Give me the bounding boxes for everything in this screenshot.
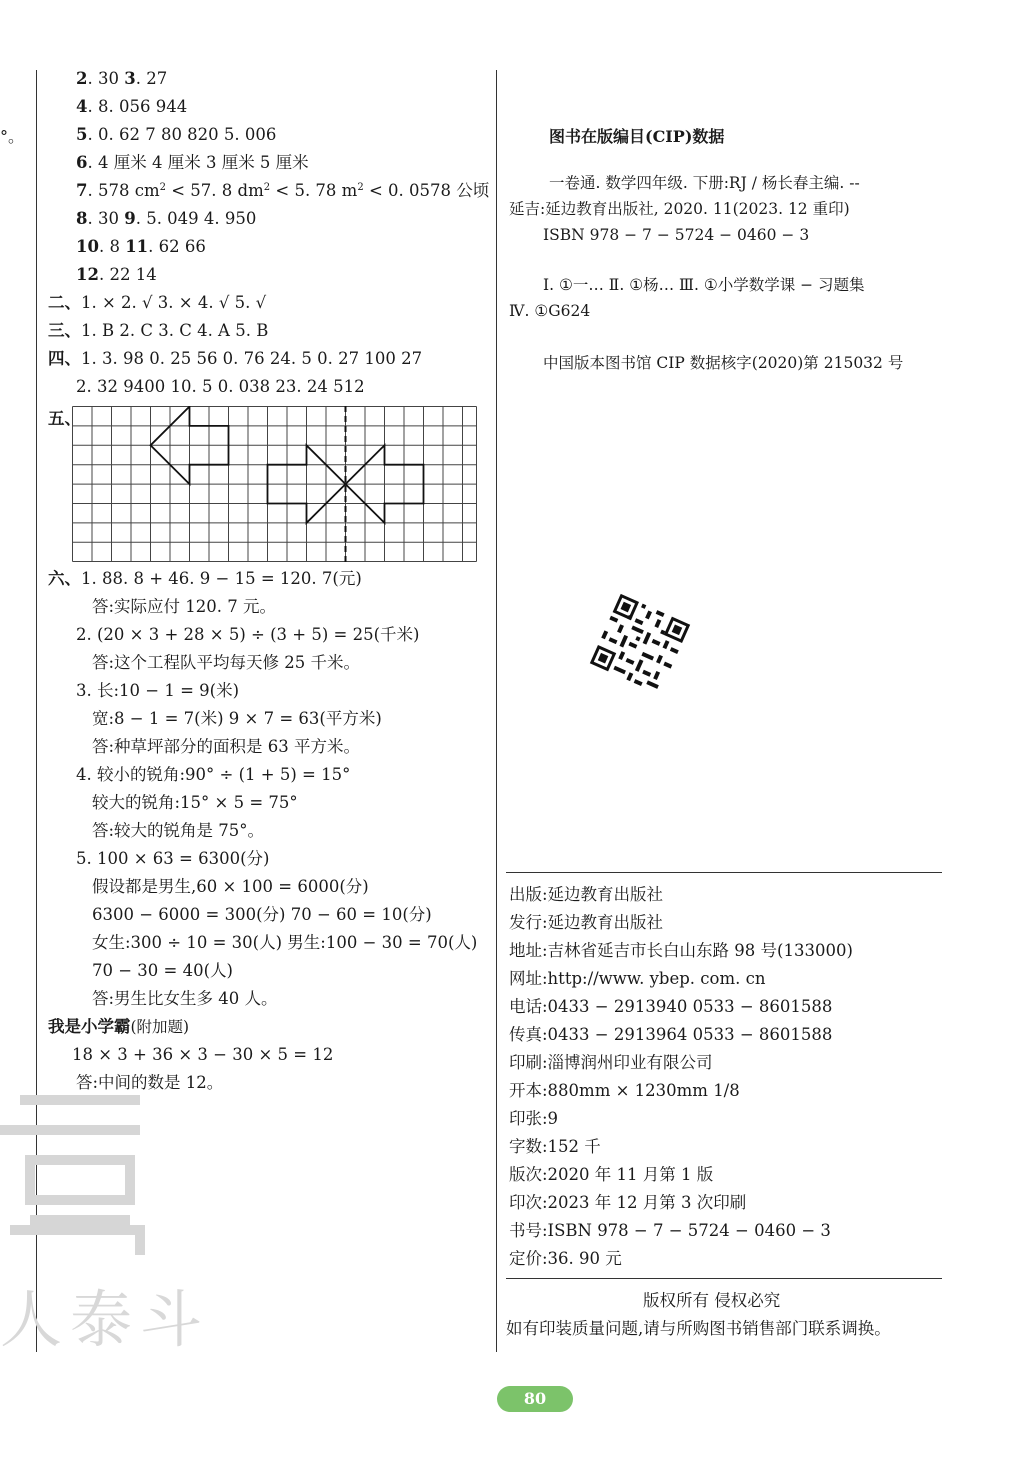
answer-line: 12. 22 14 [76,265,157,284]
pub-info-line: 出版:延边教育出版社 [509,885,664,904]
section-6-line: 女生:300 ÷ 10 = 30(人) 男生:100 − 30 = 70(人) [92,933,478,952]
bonus-heading: 我是小学霸(附加题) [48,1017,190,1036]
section-6-line: 3. 长:10 − 1 = 9(米) [76,681,240,700]
pub-info-line: 印张:9 [509,1109,559,1128]
answer-line: 10. 8 11. 62 66 [76,237,206,256]
pub-info-bottom-rule [506,1278,942,1279]
section-6-line: 70 − 30 = 40(人) [92,961,233,980]
qr-code [588,592,692,696]
left-edge-fragment: °。 [0,127,25,146]
grid-lines [73,407,477,562]
section-6-line: 6300 − 6000 = 300(分) 70 − 60 = 10(分) [92,905,432,924]
copyright-notice: 版权所有 侵权必究 [643,1291,781,1310]
section-5-label: 五、 [48,409,81,428]
quality-notice: 如有印装质量问题,请与所购图书销售部门联系调换。 [506,1319,891,1338]
pub-info-line: 网址:http://www. ybep. com. cn [509,969,766,988]
pub-info-line: 印次:2023 年 12 月第 3 次印刷 [509,1193,747,1212]
section-6-line: 假设都是男生,60 × 100 = 6000(分) [92,877,369,896]
cip-line: Ⅳ. ①G624 [509,302,591,320]
section-6-line: 答:种草坪部分的面积是 63 平方米。 [92,737,361,756]
pub-info-line: 开本:880mm × 1230mm 1/8 [509,1081,740,1100]
answer-line: 6. 4 厘米 4 厘米 3 厘米 5 厘米 [76,153,309,172]
section-6-line: 较大的锐角:15° × 5 = 75° [92,793,298,812]
page-number: 80 [497,1386,573,1412]
section-2-answers: 二、1. × 2. √ 3. × 4. √ 5. √ [48,293,267,312]
watermark-text: 人泰斗 [0,1283,211,1356]
middle-column-rule [496,70,497,1352]
section-6-line: 答:这个工程队平均每天修 25 千米。 [92,653,361,672]
cip-line: ISBN 978 − 7 − 5724 − 0460 − 3 [543,226,810,244]
grid-figure [72,406,480,562]
pub-info-line: 书号:ISBN 978 − 7 − 5724 − 0460 − 3 [509,1221,831,1240]
cip-line: Ⅰ. ①一… Ⅱ. ①杨… Ⅲ. ①小学数学课 − 习题集 [543,276,865,294]
section-6-line: 宽:8 − 1 = 7(米) 9 × 7 = 63(平方米) [92,709,382,728]
pub-info-line: 字数:152 千 [509,1137,601,1156]
bonus-line: 答:中间的数是 12。 [76,1073,224,1092]
pub-info-line: 地址:吉林省延吉市长白山东路 98 号(133000) [509,941,853,960]
answer-line: 5. 0. 62 7 80 820 5. 006 [76,125,277,144]
answer-line: 2. 30 3. 27 [76,69,168,88]
section-3-answers: 三、1. B 2. C 3. C 4. A 5. B [48,321,269,340]
section-4-answers: 四、1. 3. 98 0. 25 56 0. 76 24. 5 0. 27 100 27 [48,349,423,368]
section-6-line: 4. 较小的锐角:90° ÷ (1 + 5) = 15° [76,765,351,784]
pub-info-line: 电话:0433 − 2913940 0533 − 8601588 [509,997,833,1016]
pub-info-line: 定价:36. 90 元 [509,1249,622,1268]
watermark-emblem [0,1090,150,1260]
cip-line: 延吉:延边教育出版社, 2020. 11(2023. 12 重印) [509,200,850,218]
answer-line-units: 7. 578 $cm^2 < 57$. 8 $dm^2 < 5$. 78 $m^2 < 0$. 0578 公顷 [76,181,490,200]
section-6-line: 答:实际应付 120. 7 元。 [92,597,277,616]
answer-line: 4. 8. 056 944 [76,97,188,116]
section-4-answers-line2: 2. 32 9400 10. 5 0. 038 23. 24 512 [76,377,365,396]
bonus-line: 18 × 3 + 36 × 3 − 30 × 5 = 12 [72,1045,334,1064]
cip-title: 图书在版编目(CIP)数据 [549,127,725,146]
pub-info-line: 发行:延边教育出版社 [509,913,664,932]
cip-line: 中国版本图书馆 CIP 数据核字(2020)第 215032 号 [543,354,904,372]
answer-line: 8. 30 9. 5. 049 4. 950 [76,209,257,228]
pub-info-top-rule [506,872,942,873]
pub-info-line: 印刷:淄博润州印业有限公司 [509,1053,713,1072]
section-6-line: 2. (20 × 3 + 28 × 5) ÷ (3 + 5) = 25(千米) [76,625,420,644]
section-6-line: 六、1. 88. 8 + 46. 9 − 15 = 120. 7(元) [48,569,362,588]
pub-info-line: 传真:0433 − 2913964 0533 − 8601588 [509,1025,833,1044]
cip-line: 一卷通. 数学四年级. 下册:RJ / 杨长春主编. -- [549,174,860,192]
section-6-line: 答:较大的锐角是 75°。 [92,821,265,840]
section-6-line: 答:男生比女生多 40 人。 [92,989,278,1008]
section-6-line: 5. 100 × 63 = 6300(分) [76,849,270,868]
pub-info-line: 版次:2020 年 11 月第 1 版 [509,1165,714,1184]
